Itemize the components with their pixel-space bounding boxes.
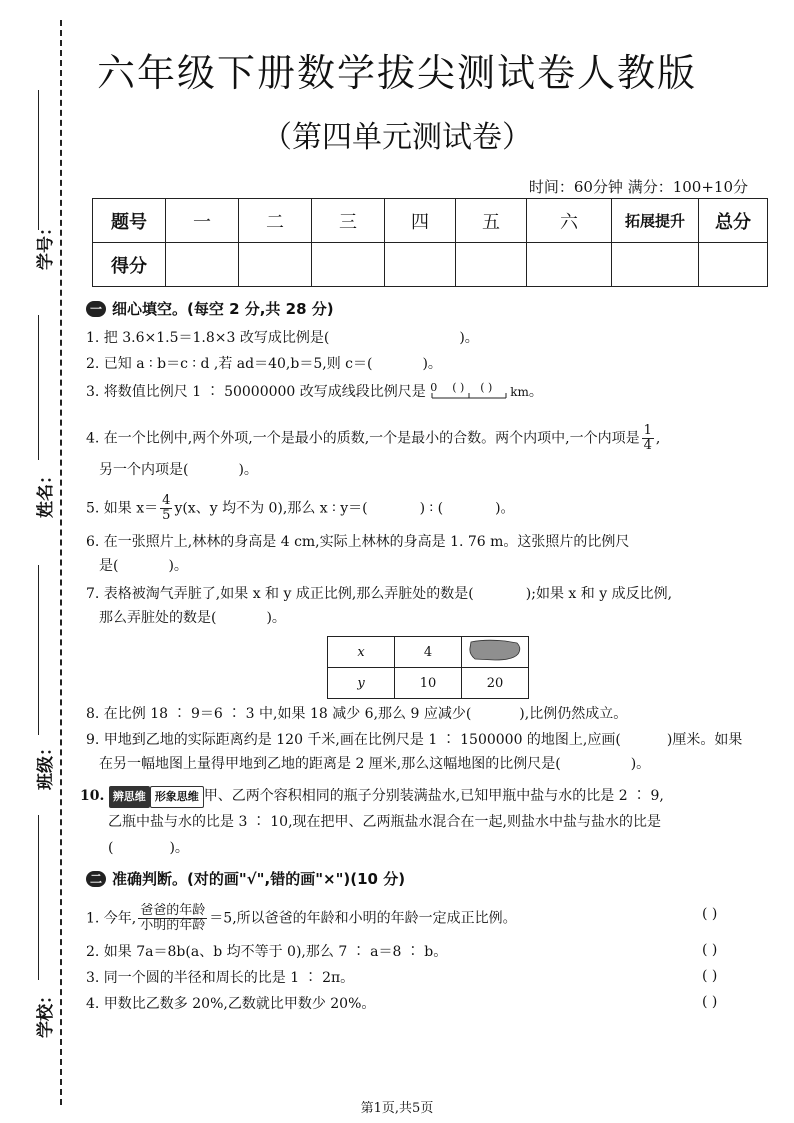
xy-cell: 4	[395, 637, 462, 668]
question-7-line-1	[86, 584, 672, 604]
section-2-title: 准确判断。(对的画"√",错的画"×")(10 分)	[112, 870, 406, 888]
question-8	[86, 704, 627, 724]
fraction-numerator: 4	[162, 493, 171, 508]
question-5-mid: ) ∶ (	[419, 500, 444, 517]
question-1	[86, 328, 479, 348]
question-6-text: 6. 在一张照片上,林林的身高是 4 cm,实际上林林的身高是 1. 76 m。这张照片的比例尺	[86, 534, 630, 550]
score-table-header-row	[93, 199, 768, 243]
xy-table-row-y	[328, 668, 529, 699]
score-cell[interactable]	[612, 243, 699, 287]
question-7-line-2	[99, 608, 286, 628]
question-8-text-2: ),比例仍然成立。	[519, 706, 628, 722]
scale-zero-label: 0	[430, 381, 438, 394]
question-10-text: 甲、乙两个容积相同的瓶子分别装满盐水,已知甲瓶中盐与水的比是 2 ∶ 9,	[203, 788, 664, 804]
question-6-close: )。	[168, 558, 188, 574]
fraction	[642, 424, 654, 453]
side-label-banji: 班级：	[36, 739, 56, 790]
question-10-number: 10.	[80, 788, 105, 804]
judge-2	[86, 942, 447, 962]
score-cell[interactable]	[385, 243, 456, 287]
question-5	[86, 494, 515, 523]
score-table-score-row	[93, 243, 768, 287]
question-10-line-2	[108, 812, 661, 832]
fraction	[138, 904, 207, 933]
question-4-line-1	[86, 424, 660, 453]
judge-4-answer[interactable]: ( )	[702, 994, 718, 1010]
question-9-text: 9. 甲地到乙地的实际距离约是 120 千米,画在比例尺是 1 ∶ 1500000 的地图上,应画(	[86, 732, 621, 748]
xy-label-y: y	[328, 668, 395, 699]
judge-1-answer[interactable]: ( )	[702, 906, 718, 922]
score-table	[92, 198, 768, 287]
xy-label-x: x	[328, 637, 395, 668]
score-header-cell: 拓展提升	[612, 199, 699, 243]
question-5-text-2: y(x、y 均不为 0),那么 x ∶ y＝(	[174, 500, 368, 517]
question-9-text-3: 在另一幅地图上量得甲地到乙地的距离是 2 厘米,那么这幅地图的比例尺是(	[99, 756, 561, 772]
question-4-text: 4. 在一个比例中,两个外项,一个是最小的质数,一个是最小的合数。两个内项中,一个内项是	[86, 430, 640, 447]
question-2-text: 2. 已知 a ∶ b＝c ∶ d ,若 ad＝40,b＝5,则 c＝(	[86, 356, 373, 372]
question-6-line-1	[86, 532, 629, 552]
judge-1-text-2: ＝5,所以爸爸的年龄和小明的年龄一定成正比例。	[209, 910, 517, 927]
scale-blank-1: ( )	[452, 381, 465, 394]
exam-meta: 时间：60分钟 满分：100+10分	[528, 178, 748, 196]
line-scale-bar[interactable]	[430, 382, 510, 402]
question-7-text: 7. 表格被淘气弄脏了,如果 x 和 y 成正比例,那么弄脏处的数是(	[86, 586, 474, 602]
question-3-end: 。	[528, 384, 543, 400]
question-4-line-2	[99, 460, 258, 480]
fraction-denominator: 小明的年龄	[140, 918, 206, 933]
question-7-text-2: );如果 x 和 y 成反比例,	[525, 586, 673, 602]
question-10-line-3	[108, 838, 189, 858]
score-header-cell: 题号	[93, 199, 166, 243]
banji-write-line	[38, 565, 39, 735]
judge-3-text: 3. 同一个圆的半径和周长的比是 1 ∶ 2π。	[86, 970, 355, 986]
question-2	[86, 354, 442, 374]
score-header-cell: 三	[312, 199, 385, 243]
judge-1	[86, 904, 517, 933]
question-5-text: 5. 如果 x＝	[86, 500, 159, 517]
fraction-denominator: 4	[643, 438, 652, 453]
xy-table-row-x	[328, 637, 529, 668]
page-subtitle: （第四单元测试卷）	[262, 120, 532, 155]
score-cell[interactable]	[239, 243, 312, 287]
section-2-number: 二	[86, 871, 106, 887]
judge-2-answer[interactable]: ( )	[702, 942, 718, 958]
question-9-text-2: )厘米。如果	[666, 732, 743, 748]
section-1-number: 一	[86, 301, 106, 317]
score-row-label: 得分	[93, 243, 166, 287]
fraction-numerator: 爸爸的年龄	[140, 903, 206, 918]
fraction-numerator: 1	[643, 423, 652, 438]
xingming-write-line	[38, 315, 39, 460]
judge-2-text: 2. 如果 7a＝8b(a、b 均不等于 0),那么 7 ∶ a＝8 ∶ b。	[86, 944, 448, 960]
score-header-cell: 四	[385, 199, 456, 243]
score-header-cell: 一	[166, 199, 239, 243]
question-2-close: )。	[422, 356, 442, 372]
score-header-cell: 二	[239, 199, 312, 243]
score-header-cell: 五	[456, 199, 527, 243]
scale-bar-line	[430, 382, 510, 402]
fraction	[160, 494, 172, 523]
fraction-denominator: 5	[162, 508, 171, 523]
side-label-xuehao: 学号：	[36, 219, 56, 270]
smudged-cell	[462, 637, 529, 668]
question-4-close: )。	[238, 462, 258, 478]
question-7-text-3: 那么弄脏处的数是(	[99, 610, 217, 626]
section-1-heading	[86, 298, 334, 319]
question-10-line-1	[80, 786, 664, 808]
judge-1-text: 1. 今年,	[86, 910, 137, 927]
question-9-line-2	[99, 754, 650, 774]
question-8-text: 8. 在比例 18 ∶ 9＝6 ∶ 3 中,如果 18 减少 6,那么 9 应减少(	[86, 706, 472, 722]
question-6-text-2: 是(	[99, 558, 119, 574]
judge-4-text: 4. 甲数比乙数多 20%,乙数就比甲数少 20%。	[86, 996, 376, 1012]
question-3-text: 3. 将数值比例尺 1 ∶ 50000000 改写成线段比例尺是	[86, 384, 426, 400]
binding-dashed-line	[60, 20, 62, 1105]
question-6-line-2	[99, 556, 188, 576]
score-cell[interactable]	[166, 243, 239, 287]
question-4-comma: ,	[655, 430, 661, 447]
question-5-close: )。	[495, 500, 515, 517]
page-footer: 第1页,共5页	[360, 1101, 434, 1116]
judge-3-answer[interactable]: ( )	[702, 968, 718, 984]
question-3	[86, 382, 543, 402]
page-title: 六年级下册数学拔尖测试卷人教版	[96, 51, 697, 95]
question-1-text: 1. 把 3.6×1.5＝1.8×3 改写成比例是(	[86, 330, 330, 346]
score-cell[interactable]	[527, 243, 612, 287]
section-2-heading	[86, 868, 405, 889]
side-label-xingming: 姓名：	[36, 467, 56, 518]
question-9-close: )。	[630, 756, 651, 772]
score-cell[interactable]	[312, 243, 385, 287]
question-10-close: )。	[169, 840, 189, 856]
question-4-text-2: 另一个内项是(	[99, 462, 189, 478]
score-header-cell: 六	[527, 199, 612, 243]
question-10-open: (	[108, 840, 114, 856]
question-10-text-2: 乙瓶中盐与水的比是 3 ∶ 10,现在把甲、乙两瓶盐水混合在一起,则盐水中盐与盐水的比是	[108, 814, 661, 830]
question-9-line-1	[86, 730, 742, 750]
side-label-xuexiao: 学校：	[36, 987, 56, 1038]
judge-3	[86, 968, 354, 988]
section-1-title: 细心填空。(每空 2 分,共 28 分)	[112, 300, 334, 318]
xy-cell: 10	[395, 668, 462, 699]
tag-xing-xiang-si-wei: 形象思维	[150, 786, 204, 808]
smudge-blot	[465, 638, 525, 662]
xuehao-write-line	[38, 90, 39, 230]
judge-4	[86, 994, 375, 1014]
score-cell[interactable]	[699, 243, 768, 287]
score-cell[interactable]	[456, 243, 527, 287]
question-7-close: )。	[266, 610, 286, 626]
scale-blank-2: ( )	[480, 381, 493, 394]
xy-cell: 20	[462, 668, 529, 699]
scale-unit: km	[510, 385, 529, 399]
question-1-close: )。	[459, 330, 479, 346]
tag-bian-si-wei: 辨思维	[109, 786, 150, 808]
xuexiao-write-line	[38, 815, 39, 980]
xy-table	[327, 636, 529, 699]
score-header-cell: 总分	[699, 199, 768, 243]
